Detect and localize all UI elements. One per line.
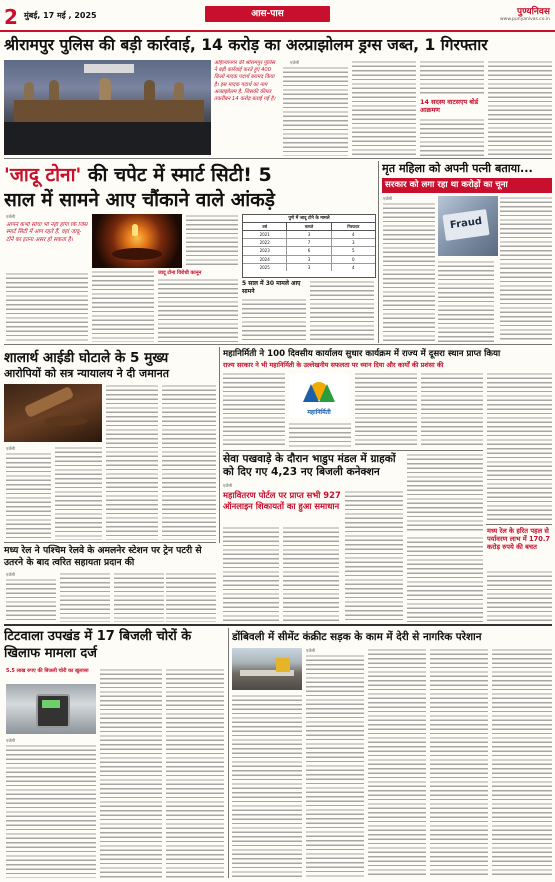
story3-body-col5 (310, 280, 374, 342)
story3-body-col3b (186, 214, 238, 268)
story6-body-col1 (223, 372, 285, 448)
table-cell: 5 (352, 248, 355, 254)
police-press-photo (4, 60, 211, 155)
story3-headline-line1 (4, 161, 376, 187)
gavel-photo (4, 384, 102, 442)
table-cell: 2025 (243, 264, 287, 271)
table-cell: 3 (287, 264, 331, 271)
story1-body-col4 (488, 60, 552, 156)
story4-headline-band (382, 178, 552, 193)
mahanirmiti-logo (289, 374, 349, 418)
story9-headline: मध्य रेल ने पश्चिम रेलवे के अमलनेर स्टेशन पर ट्रेन पटरी से उतरने के बाद त्वरित सहायता प्रदान की (4, 545, 202, 568)
story1-byline: एजेंसी (290, 60, 299, 65)
candle-ritual-photo (92, 214, 182, 268)
table-title: पुणे में जादू टोने के मामले (243, 215, 375, 223)
story2-subhead: 14 सदस्य वाटसएप बोर्ड आक्रमण (420, 98, 479, 114)
story1-caption: अहिल्यानगर की श्रीरामपुर पुलिस ने बड़ी कार्रवाई करते हुए 400 किलो मादक पदार्थ बरामद किया है। इस मादक पदार्थ का नाम अल्प्राझोलम है, जिसकी कीमत तकरीबन 14 करोड़ बताई गई है। (214, 60, 276, 103)
story8-body-col4 (407, 536, 483, 622)
story9-body-col4 (166, 572, 216, 622)
story7-byline: एजेंसी (223, 483, 232, 488)
fraud-hand-photo (438, 196, 498, 256)
mahanirmiti-icon (289, 374, 349, 404)
story9-byline: एजेंसी (6, 572, 15, 577)
table-row (243, 256, 375, 264)
story12-byline: एजेंसी (306, 648, 315, 653)
story3-sidebar-title: 5 साल में 30 मामले आए सामने (242, 280, 301, 295)
story6-body-col4 (421, 372, 483, 448)
table-header: मामले (287, 223, 331, 230)
fraud-label: Fraud (449, 215, 483, 232)
story12-body-col3 (368, 648, 426, 878)
table-cell: 2024 (243, 256, 287, 263)
story4-body-col3 (500, 196, 552, 342)
story6-headline: महानिर्मिती ने 100 दिवसीय कार्यालय सुधार कार्यक्रम में राज्य में दूसरा स्थान प्राप्त किया (223, 349, 501, 359)
story5-body-col3 (106, 384, 158, 540)
section-banner (205, 6, 330, 22)
story8-body-col2 (283, 526, 339, 622)
story1-body-col2 (352, 60, 416, 156)
story4-body-col1 (383, 202, 435, 342)
story9-body-col3 (114, 572, 164, 622)
story1-body-col1 (283, 66, 348, 156)
story11-photo-caption: 5.5 लाख रुपए की बिजली चोरी का खुलासा (6, 668, 89, 674)
table-header-row (243, 223, 375, 231)
story7-headline: सेवा पखवाड़े के दौरान भाडुप मंडल में ग्राहकों को दिए गए 4,23 नए बिजली कनेक्शन (223, 453, 396, 478)
story6-body-col2 (289, 422, 351, 448)
story4-headline-line2: सरकार को लगा रहा था करोड़ों का चूना (385, 180, 508, 190)
masthead (0, 0, 555, 32)
story4-headline-line1: मृत महिला को अपनी पत्नी बताया... (382, 162, 533, 175)
logo-text: महानिर्मिती (307, 409, 331, 416)
table-header: गिरफ्तार (347, 224, 360, 229)
story3-headline-line2: साल में सामने आए चौंकाने वाले आंकड़े (4, 189, 275, 211)
story1-body-col3 (420, 60, 484, 96)
table-row (243, 264, 375, 271)
story12-headline: डोंबिवली में सीमेंट कंक्रीट सड़क के काम में देरी से नागरिक परेशान (232, 631, 482, 643)
story10-headline: मध्य रेल के हरित पहल से पर्यावरण लाभ में 170.7 करोड़ रुपये की बचत (487, 527, 550, 552)
story6-body-col5 (487, 372, 552, 522)
headline-rest: की चपेट में स्मार्ट सिटी! 5 (81, 164, 272, 186)
story12-body-col5 (492, 648, 552, 878)
table-cell: 2023 (243, 247, 287, 254)
table-row (243, 239, 375, 247)
section-title: आस-पास (251, 9, 284, 19)
story3-body-col2 (92, 270, 154, 342)
story6-body-col3 (355, 372, 417, 448)
story5-headline-line1: शालार्थ आईडी घोटाले के 5 मुख्य (4, 350, 169, 366)
story3-pull-quote: आपने कभी सोचा भी नहीं होगा कि जिस स्मार्ट सिटी में आप रहते हैं, वहां जादू-टोने का इतना असर हो सकता है। (6, 222, 88, 243)
table-cell: 4 (352, 264, 355, 270)
story12-body-col1 (232, 694, 302, 878)
story9-body-col1 (6, 578, 56, 622)
table-cell: 7 (287, 239, 331, 246)
cases-table (242, 214, 376, 278)
table-cell: 0 (352, 256, 355, 262)
story8-body-col1 (223, 526, 279, 622)
website-text: www.punyanivas.co.in (499, 17, 550, 22)
story11-body-col1 (6, 744, 96, 878)
story1-headline: श्रीरामपुर पुलिस की बड़ी कार्रवाई, 14 करोड़ का अल्प्राझोलम ड्रग्स जब्त, 1 गिरफ्तार (4, 36, 488, 54)
table-row (243, 231, 375, 239)
story7-body-col1 (407, 453, 483, 533)
story5-body-col2 (55, 446, 102, 540)
table-cell: 3 (287, 256, 331, 263)
table-cell: 2021 (243, 231, 287, 238)
story4-byline: एजेंसी (383, 196, 392, 201)
story5-headline-line2: आरोपियों को सत्र न्यायालय ने दी जमानत (4, 367, 169, 380)
road-construction-photo (232, 648, 302, 690)
table-cell: 4 (352, 232, 355, 237)
story10-body (487, 570, 552, 622)
story8-headline: महावितरण पोर्टल पर प्राप्त सभी 927 ऑनलाइन शिकायतों का हुआ समाधान (223, 490, 341, 511)
story3-body-col4 (242, 298, 306, 342)
story3-body-col3 (158, 278, 238, 342)
story11-byline: एजेंसी (6, 738, 15, 743)
headline-highlight: 'जादू टोना' (4, 164, 82, 186)
story11-headline: टिटवाला उपखंड में 17 बिजली चोरों के खिलाफ मामला दर्ज (4, 629, 192, 661)
table-cell: 3 (352, 240, 355, 246)
table-cell: 2022 (243, 239, 287, 246)
electricity-meter-photo (6, 684, 96, 734)
story3-body-col1 (6, 272, 88, 342)
page-number: 2 (4, 5, 18, 29)
brand-name: पुण्यनिवस (516, 7, 550, 17)
story5-byline: एजेंसी (6, 446, 15, 451)
story6-subhead: राज्य सरकार ने भी महानिर्मिती के उल्लेखनीय सफलता पर ध्यान दिया और कार्यों की प्रशंसा की (223, 361, 444, 369)
story11-body-col3 (166, 668, 224, 878)
story5-body-col1 (6, 452, 51, 540)
story12-body-col2 (306, 654, 364, 878)
table-cell: 6 (287, 247, 331, 254)
table-cell: 3 (287, 231, 331, 238)
story3-byline: एजेंसी (6, 214, 15, 219)
story4-body-col2 (438, 260, 494, 342)
story2-body (420, 118, 484, 156)
issue-date: मुंबई, 17 मई , 2025 (24, 11, 97, 20)
story5-body-col4 (162, 384, 216, 540)
story9-body-col2 (60, 572, 110, 622)
story8-body-col3 (345, 490, 403, 622)
story11-body-col2 (100, 668, 162, 878)
table-row (243, 247, 375, 255)
table-header: वर्ष (243, 223, 287, 230)
story3-photo-caption: जादू टोना विरोधी कानून (158, 270, 202, 276)
story12-body-col4 (430, 648, 488, 878)
